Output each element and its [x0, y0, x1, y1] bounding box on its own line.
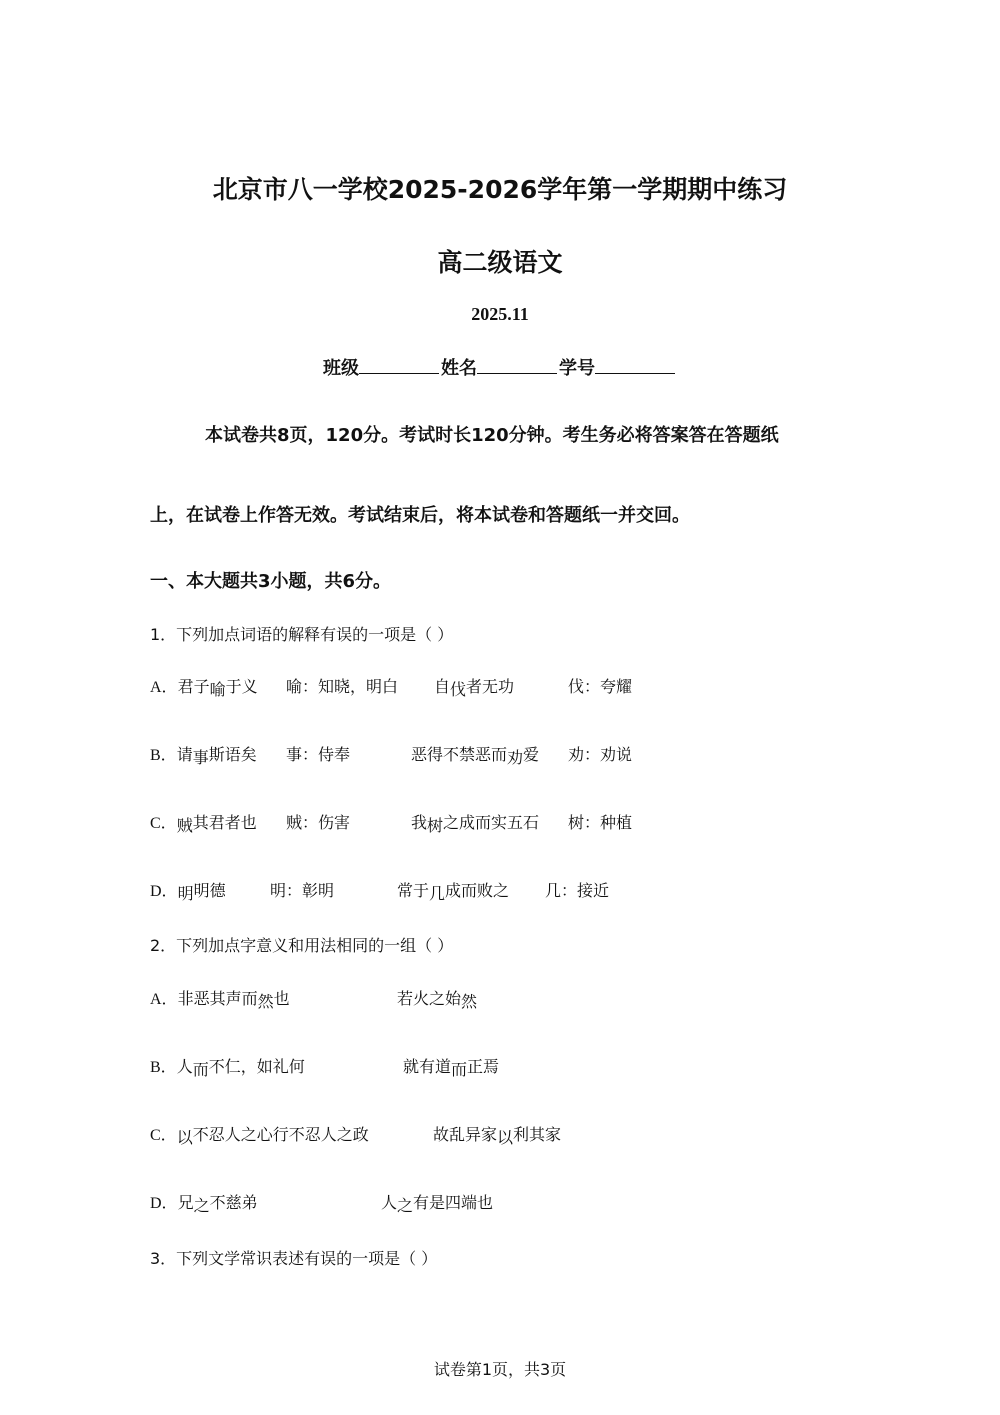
- dotted-char: 伐: [450, 680, 467, 699]
- q2-option-b: [150, 1054, 305, 1077]
- id-label: 学号: [559, 358, 595, 379]
- q1-a-explain-1: 喻：知晓，明白: [286, 677, 399, 696]
- phrase-text: 请: [176, 745, 193, 764]
- dotted-char: 贼: [176, 816, 193, 835]
- option-label: C．: [150, 815, 177, 832]
- dotted-char: 而: [192, 1060, 209, 1079]
- phrase-text: 恶得不禁恶而: [411, 745, 508, 764]
- q2-option-c: [150, 1122, 369, 1145]
- q2-c-phrase-2: [433, 1122, 561, 1145]
- name-label: 姓名: [441, 358, 477, 379]
- q1-b-phrase-2: [411, 742, 539, 765]
- phrase-text: 兄: [177, 1193, 194, 1212]
- phrase-text: 自: [434, 677, 451, 696]
- dotted-char: 树: [427, 816, 444, 835]
- q3-stem: 3．下列文学常识表述有误的一项是（ ）: [150, 1249, 438, 1268]
- exam-subtitle: 高二级语文: [437, 248, 563, 277]
- exam-title: 北京市八一学校2025-2026学年第一学期期中练习: [212, 175, 788, 204]
- phrase-text: 若火之始: [397, 989, 462, 1008]
- exam-date: 2025.11: [471, 304, 529, 324]
- option-label: B．: [150, 747, 177, 764]
- dotted-char: 事: [192, 748, 209, 767]
- name-blank: [477, 355, 557, 374]
- q1-a-phrase-2: [434, 674, 514, 697]
- phrase-text: 之成而实五石: [443, 813, 540, 832]
- notice-line-2: 上，在试卷上作答无效。考试结束后，将本试卷和答题纸一并交回。: [150, 505, 690, 526]
- q1-option-b: [150, 742, 257, 765]
- dotted-char: 之: [193, 1196, 210, 1215]
- phrase-text: 也: [273, 989, 290, 1008]
- dotted-char: 然: [257, 992, 274, 1011]
- q1-d-explain-1: 明：彰明: [270, 881, 335, 900]
- q1-option-d: [150, 878, 226, 901]
- q2-a-phrase-2: [397, 986, 477, 1009]
- phrase-text: 人: [176, 1057, 193, 1076]
- dotted-char: 劝: [507, 748, 524, 767]
- dotted-char: 几: [429, 884, 446, 903]
- page-footer: 试卷第1页，共3页: [433, 1360, 567, 1379]
- option-label: A．: [150, 991, 178, 1008]
- q1-d-explain-2: 几：接近: [545, 881, 610, 900]
- q1-b-explain-1: 事：侍奉: [286, 745, 351, 764]
- phrase-text: 有是四端也: [413, 1193, 494, 1212]
- phrase-text: 正焉: [467, 1057, 500, 1076]
- phrase-text: 不慈弟: [209, 1193, 258, 1212]
- q1-c-explain-1: 贼：伤害: [286, 813, 351, 832]
- q2-option-d: [150, 1190, 258, 1213]
- phrase-text: 非恶其声而: [177, 989, 258, 1008]
- q1-option-c: [150, 810, 257, 833]
- q2-b-phrase-2: [403, 1054, 499, 1077]
- dotted-char: 以: [497, 1128, 514, 1147]
- student-fields: [0, 354, 1000, 380]
- phrase-text: 利其家: [513, 1125, 562, 1144]
- dotted-char: 喻: [209, 680, 226, 699]
- phrase-text: 明德: [193, 881, 226, 900]
- dotted-char: 以: [176, 1128, 193, 1147]
- class-label: 班级: [323, 358, 359, 379]
- option-label: D．: [150, 1195, 178, 1212]
- phrase-text: 爱: [523, 745, 540, 764]
- notice-line-1: 本试卷共8页，120分。考试时长120分钟。考生务必将答案答在答题纸: [205, 425, 779, 446]
- dotted-char: 之: [397, 1196, 414, 1215]
- q1-b-explain-2: 劝：劝说: [568, 745, 633, 764]
- phrase-text: 者无功: [466, 677, 515, 696]
- section-heading: 一、本大题共3小题，共6分。: [150, 571, 392, 592]
- id-blank: [595, 355, 675, 374]
- phrase-text: 我: [411, 813, 428, 832]
- q1-option-a: [150, 674, 258, 697]
- phrase-text: 其君者也: [192, 813, 257, 832]
- phrase-text: 于义: [225, 677, 258, 696]
- dotted-char: 然: [461, 992, 478, 1011]
- q1-a-explain-2: 伐：夸耀: [568, 677, 633, 696]
- q1-stem: 1．下列加点词语的解释有误的一项是（ ）: [150, 625, 454, 644]
- q2-option-a: [150, 986, 290, 1009]
- option-label: C．: [150, 1127, 177, 1144]
- phrase-text: 不忍人之心行不忍人之政: [192, 1125, 369, 1144]
- phrase-text: 常于: [397, 881, 430, 900]
- q2-stem: 2．下列加点字意义和用法相同的一组（ ）: [150, 936, 454, 955]
- q1-c-explain-2: 树：种植: [568, 813, 633, 832]
- phrase-text: 故乱异家: [433, 1125, 498, 1144]
- dotted-char: 明: [177, 884, 194, 903]
- q2-d-phrase-2: [381, 1190, 493, 1213]
- dotted-char: 而: [451, 1060, 468, 1079]
- option-label: A．: [150, 679, 178, 696]
- phrase-text: 人: [381, 1193, 398, 1212]
- class-blank: [359, 355, 439, 374]
- phrase-text: 成而败之: [445, 881, 510, 900]
- option-label: D．: [150, 883, 178, 900]
- q1-c-phrase-2: [411, 810, 539, 833]
- phrase-text: 斯语矣: [208, 745, 257, 764]
- phrase-text: 就有道: [403, 1057, 452, 1076]
- phrase-text: 君子: [177, 677, 210, 696]
- phrase-text: 不仁，如礼何: [208, 1057, 305, 1076]
- option-label: B．: [150, 1059, 177, 1076]
- q1-d-phrase-2: [397, 878, 509, 901]
